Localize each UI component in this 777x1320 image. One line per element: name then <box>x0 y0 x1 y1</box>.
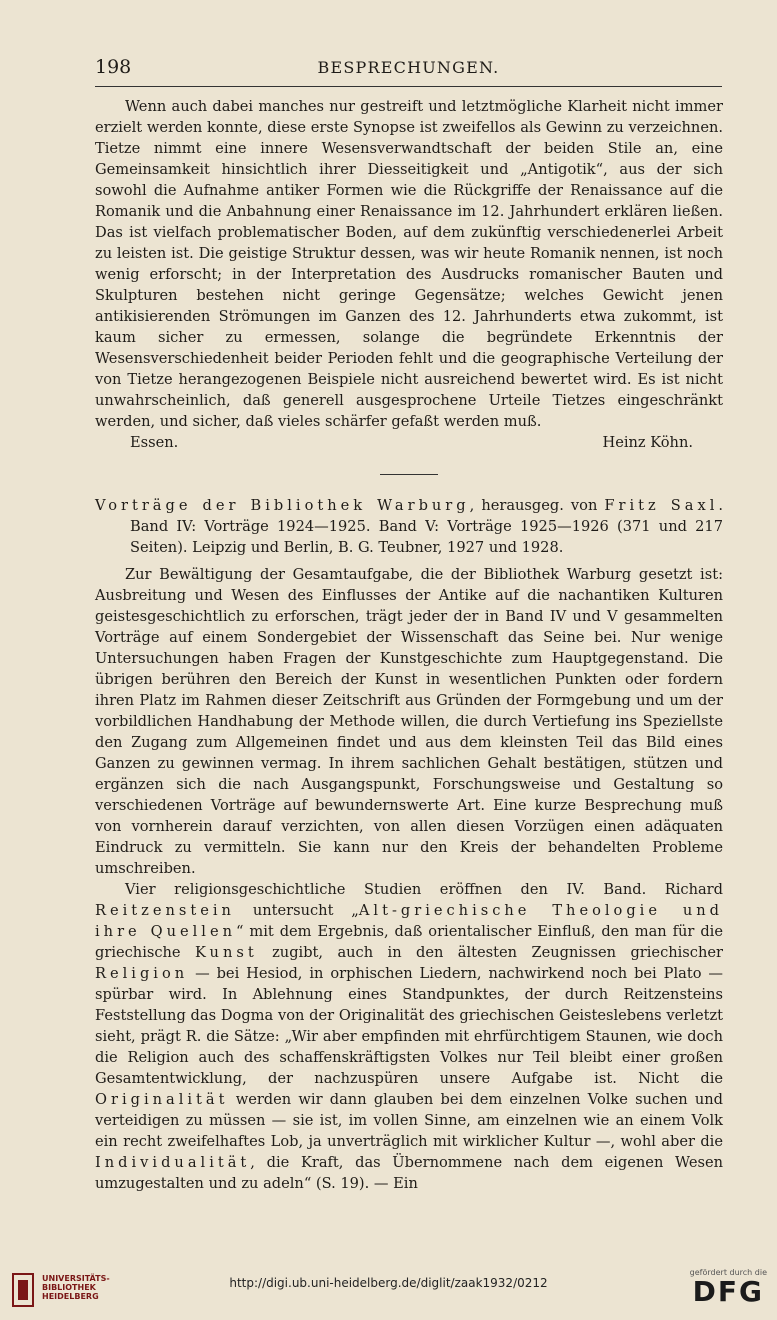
funder-note: gefördert durch die <box>689 1268 767 1277</box>
dfg-logo: DFG <box>692 1275 765 1308</box>
library-name: UNIVERSITÄTS- BIBLIOTHEK HEIDELBERG <box>42 1274 110 1301</box>
page-body <box>95 96 723 1194</box>
section-separator <box>380 474 438 475</box>
review2-paragraph-1: Zur Bewältigung der Gesamtaufgabe, die der Bibliothek Warburg gesetzt ist: Ausbreitung und Wesen des Einflusses der Antike auf die nachantiken Kulturen geistesgeschichtlich zu erforschen, trägt jeder der in Band IV und V gesammelten Vorträge auf einem Sondergebiet der Wissenschaft das Seine bei. Nur wenige Untersuchungen haben Fragen der Kunstgeschichte zum Hauptgegenstand. Die übrigen berühren den Bereich der Kunst in wesentlichen Punkten oder fordern ihren Platz im Rahmen dieser Zeitschrift aus Gründen der Formgebung und um der vorbildlichen Handhabung der Methode willen, die durch Vertiefung ins Speziellste den Zugang zum Allgemeinen findet und aus dem kleinsten Teil das Bild eines Ganzen zu gewinnen vermag. In ihrem sachlichen Gehalt bestätigen, stützen und ergänzen sich die nach Ausgangspunkt, Forschungsweise und Gestaltung so verschiedenen Vorträge auf bewundernswerte Art. Eine kurze Besprechung muß von vornherein darauf verzichten, von allen diesen Vorzügen einen adäquaten Eindruck zu vermitteln. Sie kann nur den Kreis der behandelten Probleme umschreiben. <box>95 566 723 877</box>
running-title: BESPRECHUNGEN. <box>317 58 500 77</box>
review1-signature <box>95 432 723 453</box>
review2-bibliographic-entry: Vorträge der Bibliothek Warburg, herausgeg. von Fritz Saxl. Band IV: Vorträge 1924—1925. Band V: Vorträge 1925—1926 (371 und 217 Seiten). Leipzig und Berlin, B. G. Teubner, 1927 und 1928. <box>95 497 724 556</box>
header-rule <box>95 86 722 87</box>
page-footer <box>0 1262 777 1320</box>
funder-block <box>690 1268 767 1307</box>
review1-place: Essen. <box>130 434 179 451</box>
source-url[interactable]: http://digi.ub.uni-heidelberg.de/diglit/zaak1932/0212 <box>229 1276 548 1290</box>
review2-paragraph-2: Vier religionsgeschichtliche Studien eröffnen den IV. Band. Richard Reitzenstein untersucht „Alt-griechische Theologie und ihre Quellen“ mit dem Ergebnis, daß orientalischer Einfluß, den man für die griechische Kunst zugibt, auch in den ältesten Zeugnissen griechischer Religion — bei Hesiod, in orphischen Liedern, nachwirkend noch bei Plato — spürbar wird. In Ablehnung eines Standpunktes, der durch Reitzensteins Feststellung das Dogma von der Originalität des griechischen Geisteslebens verletzt sieht, prägt R. die Sätze: „Wir aber empfinden mit ehrfürchtigem Staunen, wie doch die Religion auch des schaffenskräftigsten Volkes nur Teil bleibt einer großen Gesamtentwicklung, der nachzuspüren unsere Aufgabe ist. Nicht die Originalität werden wir dann glauben bei dem einzelnen Volke suchen und verteidigen zu müssen — sie ist, im vollen Sinne, am einzelnen wie an einem Volk ein recht zweifelhaftes Lob, ja unverträglich mit wirklicher Kultur —, wohl aber die Individualität, die Kraft, das Übernommene nach dem eigenen Wesen umzugestalten und zu adeln“ (S. 19). — Ein <box>95 881 723 1192</box>
page-header <box>95 56 722 84</box>
entry-title: Vorträge der Bibliothek Warburg <box>95 497 470 514</box>
review1-paragraph: Wenn auch dabei manches nur gestreift und letztmögliche Klarheit nicht immer erzielt werden konnte, diese erste Synopse ist zweifellos als Gewinn zu verzeichnen. Tietze nimmt eine innere Wesensverwandtschaft der beiden Stile an, eine Gemeinsamkeit hinsichtlich ihrer Diesseitigkeit und „Antigotik“, aus der sich sowohl die Aufnahme antiker Formen wie die Rückgriffe der Renaissance auf die Romanik und die Anbahnung einer Renaissance im 12. Jahrhundert erklären ließen. Das ist vielfach problematischer Boden, auf dem zukünftig verschiedenerlei Arbeit zu leisten ist. Die geistige Struktur dessen, was wir heute Romanik nennen, ist noch wenig erforscht; in der Interpretation des Ausdrucks romanischer Bauten und Skulpturen bestehen nicht geringe Gegensätze; welches Gewicht jenen antikisierenden Strömungen im Ganzen des 12. Jahrhunderts etwa zukommt, ist kaum sicher zu ermessen, solange die begründete Erkenntnis der Wesensverschiedenheit beider Perioden fehlt und die geographische Verteilung der von Tietze herangezogenen Beispiele nicht ausreichend bewertet wird. Es ist nicht unwahrscheinlich, daß generell ausgesprochene Urteile Tietzes eingeschränkt werden, und sicher, daß vieles schärfer gefaßt werden muß. <box>95 98 723 430</box>
review1-author: Heinz Köhn. <box>602 434 693 451</box>
entry-editor: Fritz Saxl <box>604 497 719 514</box>
page-number: 198 <box>95 56 132 78</box>
